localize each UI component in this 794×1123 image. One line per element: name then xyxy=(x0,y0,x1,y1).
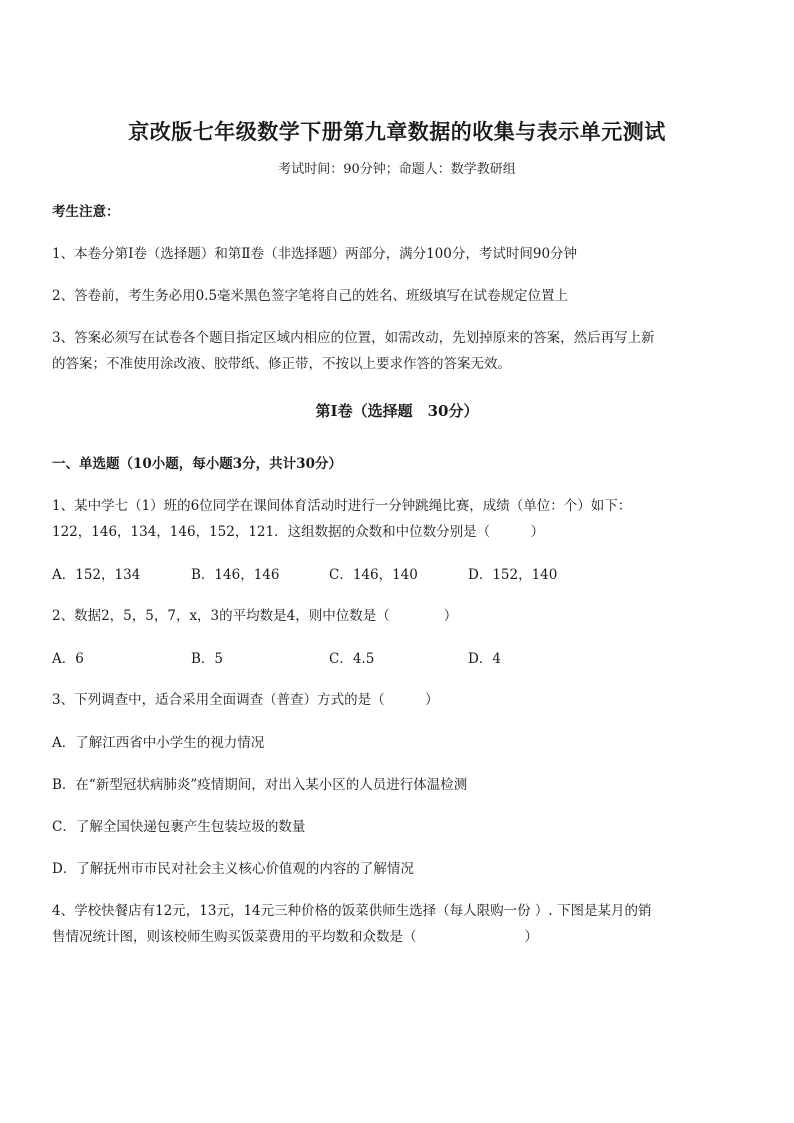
question-3-stem: 3、下列调查中，适合采用全面调查（普查）方式的是（ ） xyxy=(52,692,439,708)
question-2-option-d: D．4 xyxy=(468,651,501,667)
question-1-option-a: A．152，134 xyxy=(52,567,141,583)
notice-item-3-cont: 的答案；不准使用涂改液、胶带纸、修正带，不按以上要求作答的答案无效。 xyxy=(52,356,511,372)
question-1-option-c: C．146，140 xyxy=(329,567,418,583)
question-2-stem: 2、数据2，5，5，7，x，3的平均数是4，则中位数是（ ） xyxy=(52,608,458,624)
exam-info: 考试时间：90分钟；命题人：数学教研组 xyxy=(278,162,516,177)
notice-heading: 考生注意： xyxy=(52,204,120,220)
question-1-option-d: D．152，140 xyxy=(468,567,558,583)
question-2-option-b: B．5 xyxy=(191,651,224,667)
question-2-option-a: A．6 xyxy=(52,651,84,667)
question-1-stem: 1、某中学七（1）班的6位同学在课间体育活动时进行一分钟跳绳比赛，成绩（单位：个）如下： xyxy=(52,498,632,514)
notice-item-3: 3、答案必须写在试卷各个题目指定区域内相应的位置，如需改动，先划掉原来的答案，然后再写上新 xyxy=(52,330,655,346)
question-3-option-a: A．了解江西省中小学生的视力情况 xyxy=(52,735,265,751)
question-3-option-c: C．了解全国快递包裹产生包装垃圾的数量 xyxy=(52,819,306,835)
question-3-option-d: D．了解抚州市市民对社会主义核心价值观的内容的了解情况 xyxy=(52,861,414,877)
notice-item-1: 1、本卷分第Ⅰ卷（选择题）和第Ⅱ卷（非选择题）两部分，满分100分，考试时间90分钟 xyxy=(52,246,578,262)
question-3-option-b: B．在“新型冠状病肺炎”疫情期间，对出入某小区的人员进行体温检测 xyxy=(52,777,468,793)
section-heading: 一、单选题（10小题，每小题3分，共计30分） xyxy=(52,456,342,472)
notice-item-2: 2、答卷前，考生务必用0.5毫米黑色签字笔将自己的姓名、班级填写在试卷规定位置上 xyxy=(52,288,569,304)
question-2-option-c: C．4.5 xyxy=(329,651,375,667)
part1-title: 第Ⅰ卷（选择题 30分） xyxy=(315,402,479,420)
question-1-stem-cont: 122，146，134，146，152，121．这组数据的众数和中位数分别是（ ） xyxy=(52,524,545,540)
question-4-stem-cont: 售情况统计图，则该校师生购买饭菜费用的平均数和众数是（ ） xyxy=(52,929,538,945)
page-title: 京改版七年级数学下册第九章数据的收集与表示单元测试 xyxy=(128,119,666,144)
question-1-option-b: B．146，146 xyxy=(191,567,280,583)
question-4-stem: 4、学校快餐店有12元，13元，14元三种价格的饭菜供师生选择（每人限购一份 ）. 下图是某月的销 xyxy=(52,903,652,919)
